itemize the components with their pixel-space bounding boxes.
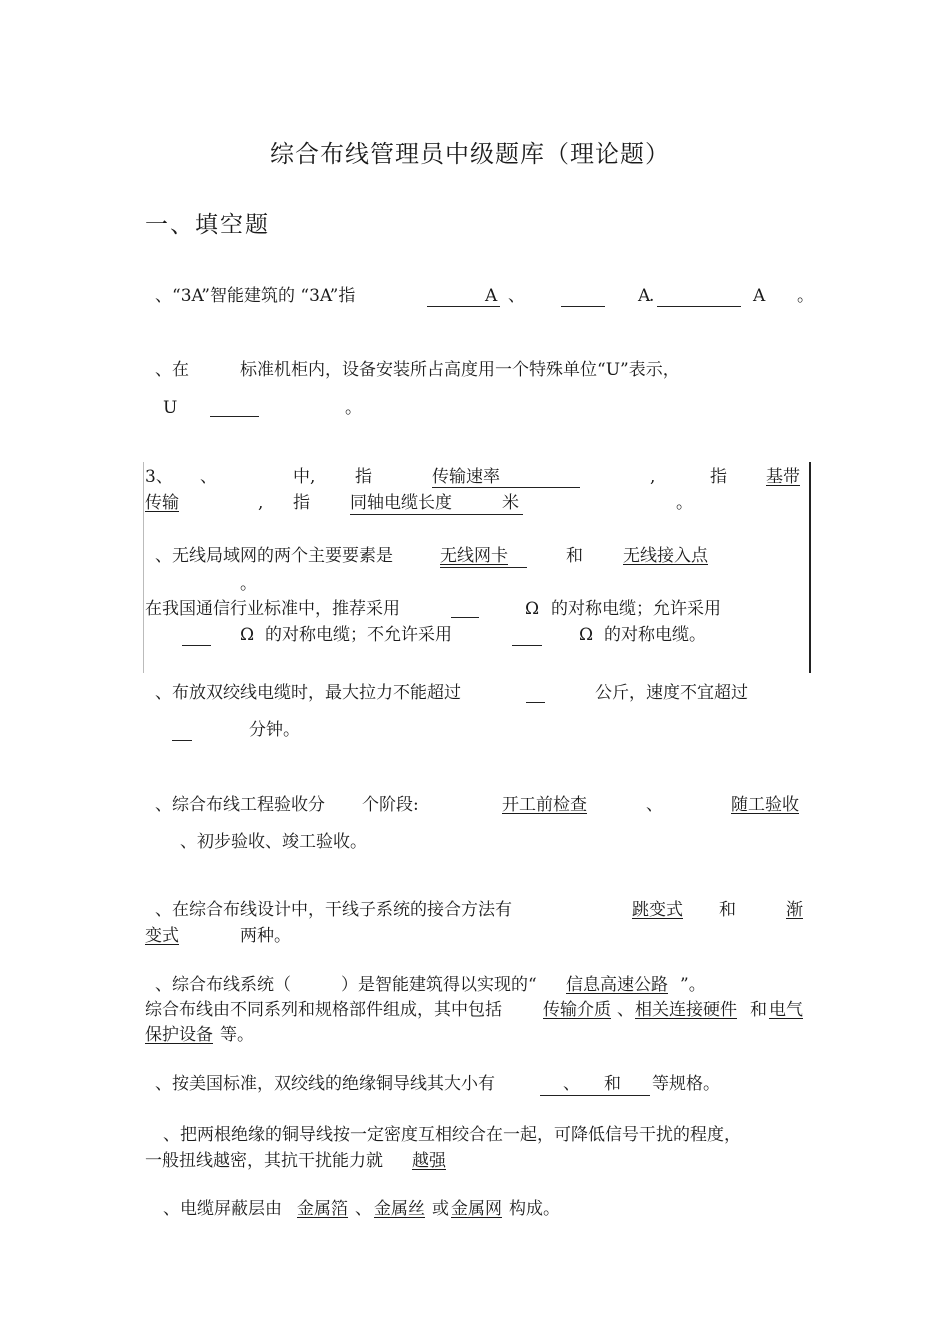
q6-blank-1[interactable] bbox=[526, 702, 545, 703]
q13-prefix: 、电缆屏蔽层由 bbox=[163, 1199, 282, 1219]
q3-end: 。 bbox=[676, 493, 693, 513]
q5-ohm-1: Ω bbox=[525, 599, 540, 619]
q1-blank-2[interactable] bbox=[561, 306, 605, 307]
q1-blank-3[interactable] bbox=[657, 306, 741, 307]
q5-line-1: 在我国通信行业标准中，推荐采用 bbox=[145, 599, 400, 619]
q1-blank-4-tail: A bbox=[753, 286, 766, 306]
q3-answer-3: 同轴电缆长度 bbox=[350, 493, 452, 513]
q10-answer-1: 传输介质 bbox=[543, 1000, 611, 1020]
q3-answer-3-unit: 米 bbox=[502, 493, 519, 513]
q3-separator: 、 bbox=[200, 467, 217, 487]
q4-blank-1[interactable] bbox=[440, 567, 527, 568]
q2-end: 。 bbox=[345, 398, 362, 418]
q5-line-1-tail: 的对称电缆；允许采用 bbox=[551, 599, 721, 619]
q1-end: 。 bbox=[797, 286, 814, 306]
q5-line-2-mid: 的对称电缆；不允许采用 bbox=[265, 625, 452, 645]
q11-prefix: 、按美国标准，双绞线的绝缘铜导线其大小有 bbox=[155, 1074, 495, 1094]
q8-prefix: 、在综合布线设计中，干线子系统的接合方法有 bbox=[155, 900, 512, 920]
q2-blank[interactable] bbox=[210, 416, 259, 417]
q3-zhi-1: 指 bbox=[355, 467, 372, 487]
q5-line-2-tail: 的对称电缆。 bbox=[604, 625, 706, 645]
q2-text: 标准机柜内，设备安装所占高度用一个特殊单位“U”表示， bbox=[240, 360, 680, 380]
q5-blank-2[interactable] bbox=[182, 645, 211, 646]
q11-blank[interactable] bbox=[540, 1095, 650, 1096]
q2-unit: U bbox=[163, 398, 178, 418]
q11-separator: 、 bbox=[563, 1074, 580, 1094]
q7-stage: 个阶段: bbox=[362, 795, 419, 815]
q8-answer-1: 跳变式 bbox=[632, 900, 683, 920]
q10-and: 和 bbox=[750, 1000, 767, 1020]
q10-answer-3a: 电气 bbox=[769, 1000, 803, 1020]
q3-zhong: 中, bbox=[293, 467, 316, 487]
q9-mid: ）是智能建筑得以实现的“ bbox=[341, 975, 537, 995]
q10-prefix: 综合布线由不同系列和规格部件组成，其中包括 bbox=[145, 1000, 502, 1020]
q4-end: 。 bbox=[240, 574, 257, 594]
q4-answer-2: 无线接入点 bbox=[623, 546, 708, 566]
q3-comma-2: , bbox=[258, 493, 264, 513]
q3-blank-1[interactable] bbox=[432, 487, 580, 488]
q4-prefix: 、无线局域网的两个主要要素是 bbox=[155, 546, 393, 566]
q9-prefix: 、综合布线系统（ bbox=[155, 975, 291, 995]
q10-answer-3b: 保护设备 bbox=[145, 1025, 213, 1045]
q3-answer-2a: 基带 bbox=[766, 467, 800, 487]
q9-answer: 信息高速公路 bbox=[566, 975, 668, 995]
q10-separator: 、 bbox=[617, 1000, 634, 1020]
q6-blank-2[interactable] bbox=[172, 740, 192, 741]
q5-ohm-3: Ω bbox=[579, 625, 594, 645]
q6-tail: 分钟。 bbox=[249, 720, 300, 740]
q4-and: 和 bbox=[566, 546, 583, 566]
q8-answer-2b: 变式 bbox=[145, 926, 179, 946]
q12-answer: 越强 bbox=[412, 1151, 446, 1171]
q1-prefix: 、“3A”智能建筑的 “3A”指 bbox=[155, 286, 356, 306]
q6-mid: 公斤，速度不宜超过 bbox=[595, 683, 748, 703]
q3-answer-1: 传输速率 bbox=[432, 467, 500, 487]
q13-separator: 、 bbox=[355, 1199, 372, 1219]
q3-zhi-3: 指 bbox=[293, 493, 310, 513]
q8-answer-2a: 渐 bbox=[786, 900, 803, 920]
q3-answer-2b: 传输 bbox=[145, 493, 179, 513]
q3-comma-1: , bbox=[650, 467, 656, 487]
q11-and: 和 bbox=[604, 1074, 621, 1094]
q3-number: 3、 bbox=[145, 467, 173, 487]
section-heading: 一、填空题 bbox=[145, 212, 270, 238]
page-title: 综合布线管理员中级题库（理论题） bbox=[270, 140, 670, 168]
q5-blank-1[interactable] bbox=[451, 617, 479, 618]
q3-zhi-2: 指 bbox=[710, 467, 727, 487]
q10-end: 等。 bbox=[220, 1025, 254, 1045]
q13-answer-2: 金属丝 bbox=[374, 1199, 425, 1219]
q5-ohm-2: Ω bbox=[240, 625, 255, 645]
q1-blank-1-tail: A bbox=[485, 286, 498, 306]
q5-blank-3[interactable] bbox=[512, 645, 542, 646]
q1-blank-3-dot: . bbox=[649, 286, 655, 306]
q10-answer-2: 相关连接硬件 bbox=[635, 1000, 737, 1020]
q1-separator: 、 bbox=[508, 286, 525, 306]
q13-answer-1: 金属箔 bbox=[297, 1199, 348, 1219]
q8-tail: 两种。 bbox=[240, 926, 291, 946]
q1-blank-3-head: A bbox=[638, 286, 651, 306]
q9-end: ”。 bbox=[680, 975, 706, 995]
q8-and: 和 bbox=[719, 900, 736, 920]
q13-tail: 构成。 bbox=[509, 1199, 560, 1219]
q6-prefix: 、布放双绞线电缆时，最大拉力不能超过 bbox=[155, 683, 461, 703]
q7-answer-2: 随工验收 bbox=[731, 795, 799, 815]
q4-answer-1: 无线网卡 bbox=[440, 546, 508, 566]
q7-prefix: 、综合布线工程验收分 bbox=[155, 795, 325, 815]
q2-prefix: 、在 bbox=[155, 360, 189, 380]
q7-line-2: 、初步验收、竣工验收。 bbox=[180, 832, 367, 852]
right-border-line bbox=[809, 462, 811, 673]
q13-answer-3: 金属网 bbox=[451, 1199, 502, 1219]
q7-separator: 、 bbox=[646, 795, 663, 815]
q12-line-2: 一般扭线越密，其抗干扰能力就 bbox=[145, 1151, 383, 1171]
q3-blank-3[interactable] bbox=[350, 514, 523, 515]
q7-answer-1: 开工前检查 bbox=[502, 795, 587, 815]
q11-tail: 等规格。 bbox=[652, 1074, 720, 1094]
q13-or: 或 bbox=[432, 1199, 449, 1219]
left-border-line bbox=[143, 462, 144, 673]
q12-line-1: 、把两根绝缘的铜导线按一定密度互相绞合在一起，可降低信号干扰的程度， bbox=[163, 1125, 741, 1145]
